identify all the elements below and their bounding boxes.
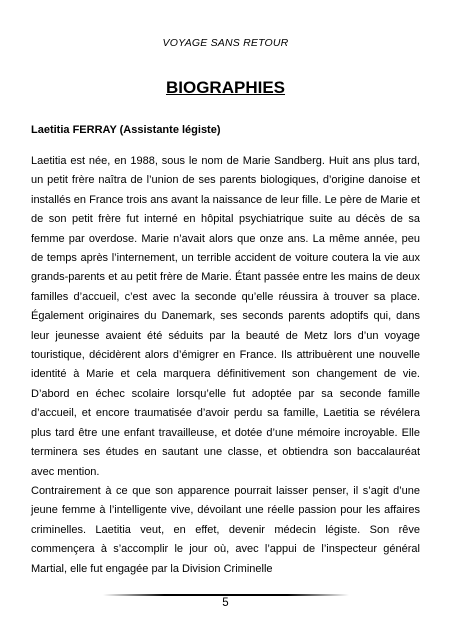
biography-paragraph: Laetitia est née, en 1988, sous le nom de Marie Sandberg. Huit ans plus tard, un petit frère naîtra de l’union de ses parents biologiques, d’origine danoise et installés en France trois ans avant la naissance de leur fille. Le père de Marie et de son petit frère fut interné en hôpital psychiatrique suite au décès de sa femme par overdose. Marie n’avait alors que onze ans. La même année, peu de temps après l’internement, un terrible accident de voiture coutera la vie aux grands-parents et au petit frère de Marie. Étant passée entre les mains de deux familles d’accueil, c’est avec la seconde qu’elle réussira à trouver sa place. Également originaires du Danemark, ses seconds parents adoptifs qui, dans leur jeunesse avaient été séduits par la beauté de Metz lors d’un voyage touristique, décidèrent alors d’émigrer en France. Ils attribuèrent une nouvelle identité à Marie et cela marquera définitivement son changement de vie. D’abord en échec scolaire lorsqu’elle fut adoptée par sa seconde famille d’accueil, et encore traumatisée d’avoir perdu sa famille, Laetitia se révélera plus tard être une enfant travailleuse, et dotée d’une mémoire incroyable. Elle terminera ses études en sautant une classe, et obtiendra son baccalauréat avec mention. [31, 155, 420, 478]
page-number: 5 [222, 597, 229, 609]
biography-paragraph: Contrairement à ce que son apparence pourrait laisser penser, il s’agit d’une jeune femme à l’intelligente vive, dévoilant une réelle passion pour les affaires criminelles. Laetitia veut, en effet, devenir médecin légiste. Son rêve commençera à s’accomplir le jour où, avec l’appui de l’inspecteur général Martial, elle fut engagée par la Division Criminelle [31, 484, 420, 575]
running-header: VOYAGE SANS RETOUR [162, 37, 289, 49]
person-heading: Laetitia FERRAY (Assistante légiste) [31, 124, 221, 136]
biography-body [31, 152, 420, 579]
section-title: BIOGRAPHIES [165, 78, 286, 97]
footer-rule [103, 594, 349, 596]
